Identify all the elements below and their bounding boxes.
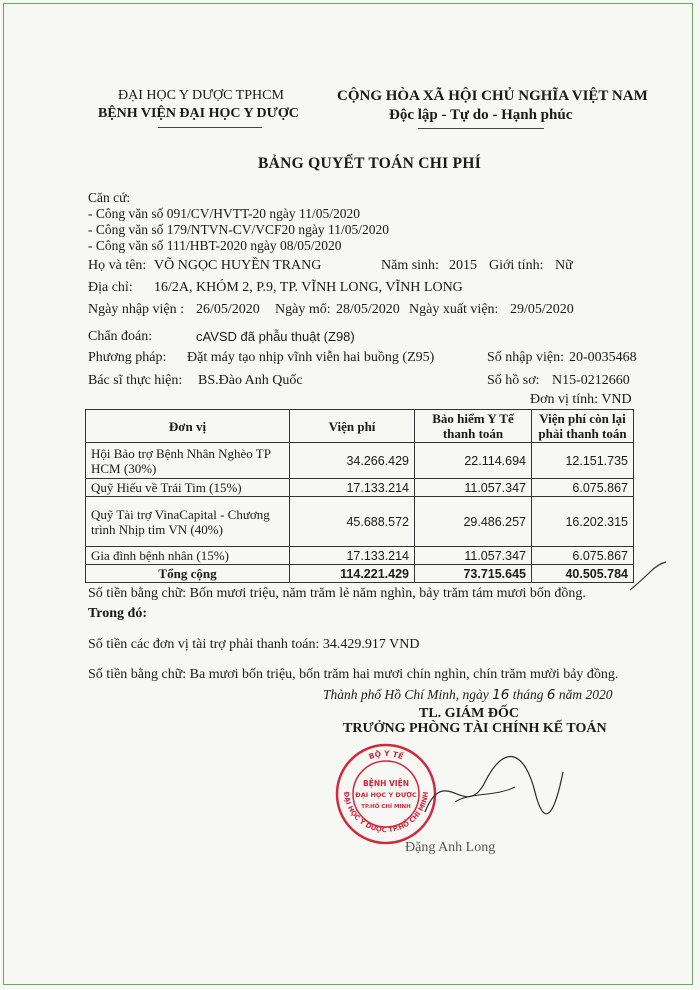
sponsor-amount: Số tiền các đơn vị tài trợ phải thanh toán: 34.429.917 VND bbox=[88, 637, 420, 652]
header-right-rule bbox=[418, 128, 544, 129]
surgery-date: 28/05/2020 bbox=[336, 302, 400, 317]
cell-unit: Quỹ Hiếu về Trái Tim (15%) bbox=[86, 479, 290, 497]
stamp-center-1: BỆNH VIỆN bbox=[363, 779, 409, 788]
month-label: tháng bbox=[512, 687, 544, 702]
address-label: Địa chỉ: bbox=[88, 280, 133, 295]
table-row bbox=[86, 497, 634, 547]
name-label: Họ và tên: bbox=[88, 258, 147, 273]
university-name: ĐẠI HỌC Y DƯỢC TPHCM bbox=[118, 88, 284, 103]
record-no-label: Số hồ sơ: bbox=[487, 373, 540, 388]
signer-role-1: TL. GIÁM ĐỐC bbox=[419, 706, 519, 721]
cell-insurance: 29.486.257 bbox=[415, 497, 532, 547]
col-header-remaining: Viện phí còn lại phải thanh toán bbox=[532, 410, 634, 443]
handwritten-signature bbox=[415, 742, 565, 832]
basis-item: - Công văn số 111/HBT-2020 ngày 08/05/2020 bbox=[88, 238, 342, 253]
cell-total-insurance: 73.715.645 bbox=[415, 565, 532, 583]
table-row bbox=[86, 443, 634, 479]
cell-fee: 17.133.214 bbox=[290, 547, 415, 565]
sex-value: Nữ bbox=[555, 258, 573, 273]
method-label: Phương pháp: bbox=[88, 350, 167, 365]
unit-label: Đơn vị tính: VND bbox=[530, 392, 632, 407]
address-value: 16/2A, KHÓM 2, P.9, TP. VĨNH LONG, VĨNH LONG bbox=[154, 280, 463, 295]
cell-remaining: 6.075.867 bbox=[532, 479, 634, 497]
admission-no: 20-0035468 bbox=[569, 350, 637, 365]
place-date-prefix: Thành phố Hồ Chí Minh, ngày bbox=[323, 687, 489, 702]
table-row bbox=[86, 547, 634, 565]
col-header-insurance: Bảo hiểm Y Tế thanh toán bbox=[415, 410, 532, 443]
birth-year: 2015 bbox=[449, 258, 477, 273]
basis-item: - Công văn số 179/NTVN-CV/VCF20 ngày 11/05/2020 bbox=[88, 222, 389, 237]
col-header-unit: Đơn vị bbox=[86, 410, 290, 443]
record-no: N15-0212660 bbox=[552, 373, 630, 388]
cell-fee: 45.688.572 bbox=[290, 497, 415, 547]
cell-unit: Hội Bảo trợ Bệnh Nhân Nghèo TP HCM (30%) bbox=[86, 443, 290, 479]
stamp-center-3: TP.HỒ CHÍ MINH bbox=[361, 804, 411, 810]
basis-item: - Công văn số 091/CV/HVTT-20 ngày 11/05/2020 bbox=[88, 206, 360, 221]
sex-label: Giới tính: bbox=[489, 258, 544, 273]
cell-unit: Quỹ Tài trợ VinaCapital - Chương trình Nhịp tim VN (40%) bbox=[86, 497, 290, 547]
birth-label: Năm sinh: bbox=[381, 258, 439, 273]
cell-insurance: 11.057.347 bbox=[415, 547, 532, 565]
cell-fee: 17.133.214 bbox=[290, 479, 415, 497]
cell-total-label: Tổng cộng bbox=[86, 565, 290, 583]
national-motto: Độc lập - Tự do - Hạnh phúc bbox=[389, 107, 573, 123]
date-day: 16 bbox=[492, 687, 510, 703]
cell-remaining: 12.151.735 bbox=[532, 443, 634, 479]
admit-date: 26/05/2020 bbox=[196, 302, 260, 317]
table-total-row bbox=[86, 565, 634, 583]
basis-label: Căn cứ: bbox=[88, 190, 131, 205]
method-value: Đặt máy tạo nhịp vĩnh viễn hai buồng (Z95) bbox=[187, 350, 435, 365]
cell-fee: 34.266.429 bbox=[290, 443, 415, 479]
table-row bbox=[86, 479, 634, 497]
discharge-label: Ngày xuất viện: bbox=[409, 302, 499, 317]
national-title: CỘNG HÒA XÃ HỘI CHỦ NGHĨA VIỆT NAM bbox=[337, 88, 648, 104]
stamp-center-2: ĐẠI HỌC Y DƯỢC bbox=[355, 791, 417, 799]
date-month: 6 bbox=[546, 687, 556, 703]
cost-table bbox=[85, 409, 634, 583]
surgery-label: Ngày mổ: bbox=[275, 302, 331, 317]
signer-role-2: TRƯỞNG PHÒNG TÀI CHÍNH KẾ TOÁN bbox=[343, 721, 607, 736]
cell-remaining: 6.075.867 bbox=[532, 547, 634, 565]
date-year: 2020 bbox=[585, 687, 613, 702]
header-left-rule bbox=[158, 127, 262, 128]
cell-unit: Gia đình bệnh nhân (15%) bbox=[86, 547, 290, 565]
discharge-date: 29/05/2020 bbox=[510, 302, 574, 317]
diagnosis-label: Chẩn đoán: bbox=[88, 329, 153, 344]
hospital-name: BỆNH VIỆN ĐẠI HỌC Y DƯỢC bbox=[98, 106, 299, 121]
stamp-top-text: BỘ Y TẾ bbox=[367, 748, 405, 762]
table-header-row bbox=[86, 410, 634, 443]
admit-label: Ngày nhập viện : bbox=[88, 302, 185, 317]
signer-name: Đặng Anh Long bbox=[405, 840, 496, 855]
stamp-ring-text: ĐẠI HỌC Y DƯỢC TP.HỒ CHÍ MINH bbox=[341, 791, 431, 835]
amount-in-words-2: Số tiền bằng chữ: Ba mươi bốn triệu, bốn trăm hai mươi chín nghìn, chín trăm mười bảy đồng. bbox=[88, 667, 619, 682]
diagnosis-value: cAVSD đã phẫu thuật (Z98) bbox=[196, 329, 355, 344]
cell-remaining: 16.202.315 bbox=[532, 497, 634, 547]
patient-name: VÕ NGỌC HUYỀN TRANG bbox=[154, 258, 322, 273]
document-title: BẢNG QUYẾT TOÁN CHI PHÍ bbox=[258, 155, 482, 172]
cell-insurance: 11.057.347 bbox=[415, 479, 532, 497]
cell-total-remaining: 40.505.784 bbox=[532, 565, 634, 583]
cell-insurance: 22.114.694 bbox=[415, 443, 532, 479]
doctor-name: BS.Đào Anh Quốc bbox=[198, 373, 303, 388]
cell-total-fee: 114.221.429 bbox=[290, 565, 415, 583]
doctor-label: Bác sĩ thực hiện: bbox=[88, 373, 183, 388]
col-header-fee: Viện phí bbox=[290, 410, 415, 443]
in-which-label: Trong đó: bbox=[88, 606, 147, 621]
admission-no-label: Số nhập viện: bbox=[487, 350, 564, 365]
place-date bbox=[323, 687, 612, 703]
year-label: năm bbox=[558, 687, 583, 702]
pen-check-mark bbox=[628, 560, 668, 600]
amount-in-words-1: Số tiền bằng chữ: Bốn mươi triệu, năm trăm lẻ năm nghìn, bảy trăm tám mươi bốn đồng. bbox=[88, 586, 586, 601]
